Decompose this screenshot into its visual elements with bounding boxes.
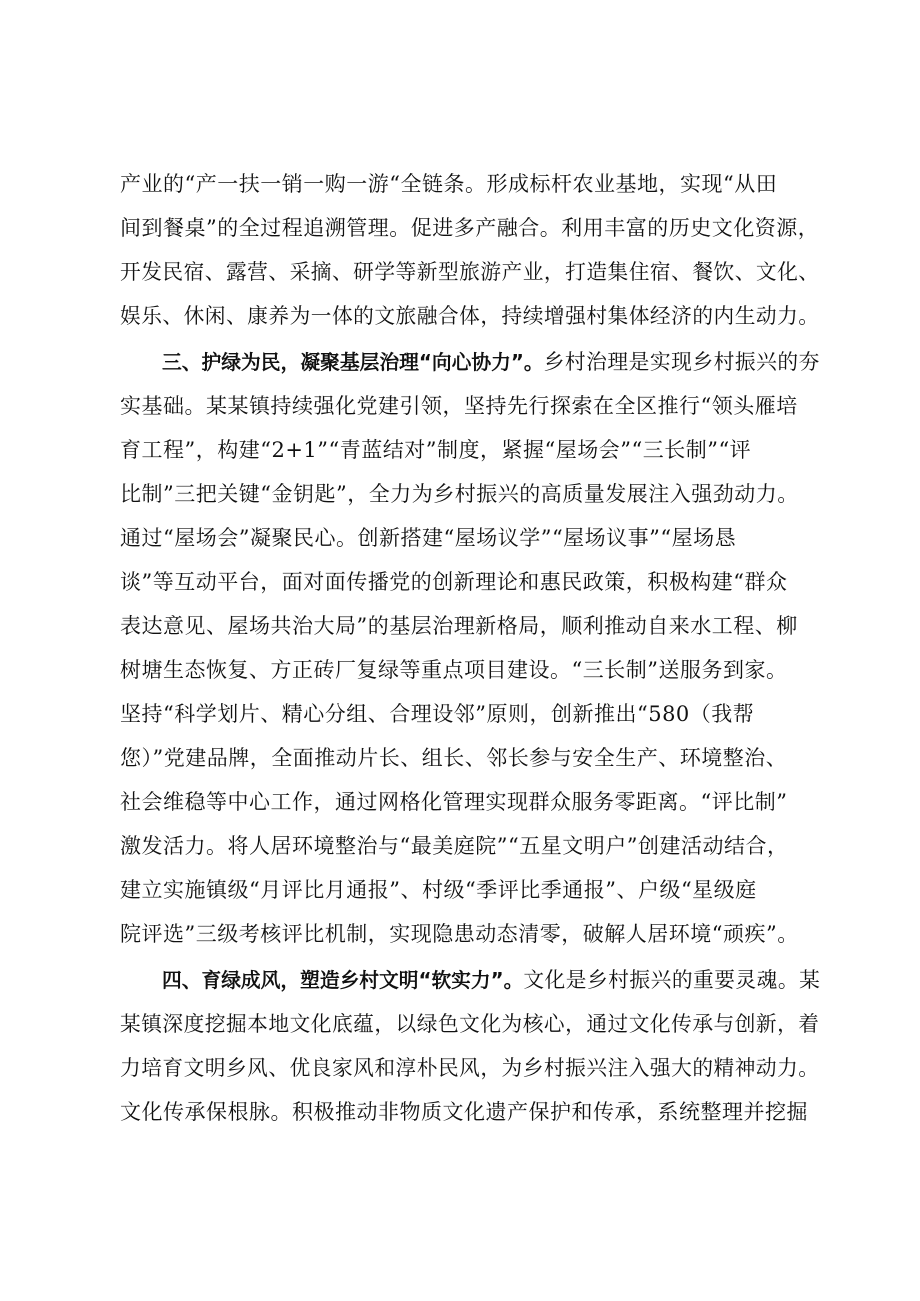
section-3-heading: 三、护绿为民，凝聚基层治理“向心协力”。 xyxy=(162,350,544,374)
paragraph-line: 育工程”，构建“2+1”“青蓝结对”制度，紧握“屋场会”“三长制”“评 xyxy=(120,438,752,462)
section-4-first-line xyxy=(162,958,820,1002)
section-4-heading: 四、育绿成风，塑造乡村文明“软实力”。 xyxy=(162,968,524,992)
paragraph-line: 文化传承保根脉。积极推动非物质文化遗产保护和传承，系统整理并挖掘 xyxy=(120,1100,808,1124)
paragraph-line: 谈”等互动平台，面对面传播党的创新理论和惠民政策，积极构建“群众 xyxy=(120,570,788,594)
paragraph-line: 间到餐桌”的全过程追溯管理。促进多产融合。利用丰富的历史文化资源， xyxy=(120,216,820,240)
paragraph-line: 您）”党建品牌，全面推动片长、组长、邻长参与安全生产、环境整治、 xyxy=(120,746,788,770)
section-3-first-line xyxy=(162,340,820,384)
paragraph-line: 表达意见、屋场共治大局”的基层治理新格局，顺利推动自来水工程、柳 xyxy=(120,614,798,638)
section-4-lead-text: 文化是乡村振兴的重要灵魂。某 xyxy=(523,968,821,992)
paragraph-line: 树塘生态恢复、方正砖厂复绿等重点项目建设。“三长制”送服务到家。 xyxy=(120,658,788,682)
section-3-lead-text: 乡村治理是实现乡村振兴的夯 xyxy=(543,350,820,374)
paragraph-line: 院评选”三级考核评比机制，实现隐患动态清零，破解人居环境“顽疾”。 xyxy=(120,922,799,946)
paragraph-line: 比制”三把关键“金钥匙”，全力为乡村振兴的高质量发展注入强劲动力。 xyxy=(120,482,799,506)
paragraph-line: 某镇深度挖掘本地文化底蕴，以绿色文化为核心，通过文化传承与创新，着 xyxy=(120,1012,820,1036)
paragraph-line: 力培育文明乡风、优良家风和淳朴民风，为乡村振兴注入强大的精神动力。 xyxy=(120,1056,820,1080)
paragraph-line: 通过“屋场会”凝聚民心。创新搭建“屋场议学”“屋场议事”“屋场恳 xyxy=(120,526,737,550)
paragraph-line: 开发民宿、露营、采摘、研学等新型旅游产业，打造集住宿、餐饮、文化、 xyxy=(120,260,820,284)
paragraph-line: 实基础。某某镇持续强化党建引领，坚持先行探索在全区推行“领头雁培 xyxy=(120,394,798,418)
paragraph-line: 建立实施镇级“月评比月通报”、村级“季评比季通报”、户级“星级庭 xyxy=(120,878,757,902)
paragraph-line: 产业的“产一扶一销一购一游“全链条。形成标杆农业基地，实现“从田 xyxy=(120,172,778,196)
paragraph-line: 坚持“科学划片、精心分组、合理设邻”原则，创新推出“580（我帮 xyxy=(120,702,755,726)
paragraph-line: 社会维稳等中心工作，通过网格化管理实现群众服务零距离。“评比制” xyxy=(120,790,788,814)
paragraph-line: 娱乐、休闲、康养为一体的文旅融合体，持续增强村集体经济的内生动力。 xyxy=(120,304,820,328)
paragraph-line: 激发活力。将人居环境整治与“最美庭院”“五星文明户”创建活动结合， xyxy=(120,834,789,858)
